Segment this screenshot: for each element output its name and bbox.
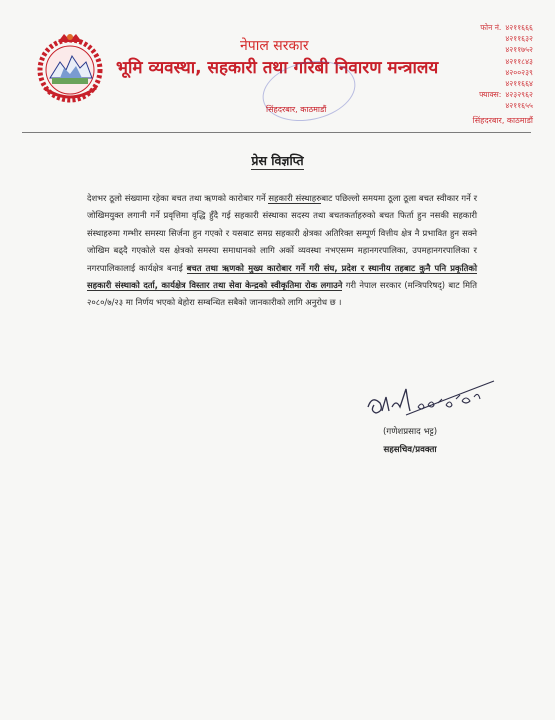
body-segment: देशभर ठूलो संख्यामा रहेका बचत तथा ऋणको कारोबार गर्ने	[87, 193, 269, 203]
fax-row	[473, 89, 533, 100]
phone-label: फोन नं.	[480, 23, 502, 32]
fax-number: ४२११६५५	[505, 101, 533, 111]
phone-row	[473, 44, 533, 55]
signatory-block	[383, 423, 437, 459]
government-name: नेपाल सरकार	[240, 38, 309, 54]
title-text: प्रेस विज्ञप्ति	[251, 153, 304, 168]
body-highlighted-segment: बचत तथा ऋणको मुख्य कारोबार गर्ने गरी संघ, प्रदेश र स्थानीय तहबाट कुनै पनि प्रकृतिको सहकारी संस्थाको दर्ता, कार्यक्षेत्र विस्तार तथा सेवा केन्द्रको स्वीकृतिमा रोक लगाउने	[87, 262, 477, 291]
phone-row	[473, 33, 533, 44]
body-segment: बाट पछिल्लो समयमा ठूला ठूला बचत स्वीकार गर्ने र जोखिमयुक्त लगानी गर्ने प्रवृत्तिमा वृद्धि हुँदै गई सहकारी संस्थाका सदस्य तथा बचतकर्ताहरुको बचत फिर्ता हुन नसकी सहकारी संस्थाहरुमा गम्भीर समस्या सिर्जना हुन गएको र यसबाट समग्र सहकारी क्षेत्रका अतिरिक्त सम्पूर्ण वित्तीय क्षेत्र नै प्रभावित हुन सक्ने जोखिम बढ्दै गएकोले यस क्षेत्रको समस्या समाधानको लागि अर्को व्यवस्था नभएसम्म महानगरपालिका, उपमहानगरपालिका र नगरपालिकालाई कार्यक्षेत्र बनाई	[87, 193, 477, 273]
header-divider	[22, 132, 531, 133]
fax-label: फ्याक्स:	[479, 90, 502, 100]
handwritten-signature	[362, 377, 502, 427]
phone-number: ४२११८४३	[505, 56, 533, 66]
phone-number: ४२००२३९	[505, 67, 533, 77]
phone-number: ४२११७५२	[505, 45, 533, 55]
phone-row	[473, 56, 533, 67]
body-underlined-segment: सहकारी संस्थाहरु	[268, 193, 322, 203]
phone-row	[473, 67, 533, 78]
phone-number: ४२११६३२	[505, 34, 533, 44]
contact-block	[473, 22, 533, 126]
office-address: सिंहदरबार, काठमाडौं	[472, 115, 533, 125]
fax-number: ४२३२९६२	[505, 90, 533, 100]
phone-number: ४२११६६६	[505, 23, 533, 32]
phone-row	[473, 78, 533, 89]
fax-row	[473, 100, 533, 111]
signatory-role: सहसचिव/प्रवक्ता	[383, 445, 437, 455]
phone-number: ४२११६६४	[505, 79, 533, 89]
body-segment: गरी नेपाल सरकार (मन्त्रिपरिषद्) बाट मिति २०८०/७/२३ मा निर्णय भएको बेहोरा सम्बन्धित सबैको जानकारीको लागि अनुरोध छ ।	[87, 280, 477, 308]
phone-row	[473, 22, 533, 33]
press-release-body	[87, 190, 477, 312]
ministry-name: भूमि व्यवस्था, सहकारी तथा गरिबी निवारण मन्त्रालय	[116, 58, 439, 78]
signatory-name: (गणेशप्रसाद भट्ट)	[383, 427, 438, 437]
nepal-emblem-icon	[30, 28, 110, 108]
page-title	[0, 152, 555, 169]
stamp-text: सिंहदरबार, काठमाडौं	[266, 105, 327, 114]
